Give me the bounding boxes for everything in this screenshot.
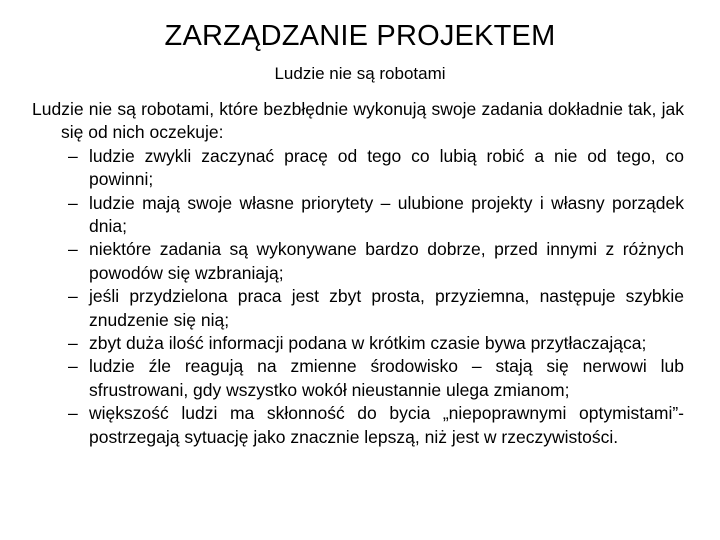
dash-bullet-icon: – [68, 403, 78, 424]
list-item [32, 355, 684, 402]
list-item-text: ludzie zwykli zaczynać pracę od tego co lubią robić a nie od tego, co powinni; [89, 145, 684, 190]
dash-bullet-icon: – [68, 192, 78, 213]
dash-bullet-icon: – [68, 145, 78, 166]
list-item-text: większość ludzi ma skłonność do bycia „niepoprawnymi optymistami”- postrzegają sytuację jako znacznie lepszą, niż jest w rzeczywistości. [89, 403, 684, 447]
list-item-text: ludzie mają swoje własne priorytety – ulubione projekty i własny porządek dnia; [89, 192, 684, 237]
bullet-list [32, 145, 684, 449]
dash-bullet-icon: – [68, 333, 78, 354]
slide-title: ZARZĄDZANIE PROJEKTEM [164, 20, 556, 52]
list-item [32, 192, 684, 239]
list-item [32, 145, 684, 192]
list-item [32, 238, 684, 285]
list-item [32, 332, 684, 355]
list-item-text: ludzie źle reagują na zmienne środowisko – stają się nerwowi lub sfrustrowani, gdy wszystko wokół nieustannie ulega zmianom; [89, 356, 684, 400]
intro-paragraph: Ludzie nie są robotami, które bezbłędnie wykonują swoje zadania dokładnie tak, jak się od nich oczekuje: [32, 99, 684, 143]
list-item-text: zbyt duża ilość informacji podana w krótkim czasie bywa przytłaczająca; [89, 333, 647, 354]
dash-bullet-icon: – [68, 239, 78, 260]
slide-content [32, 98, 684, 449]
list-item [32, 285, 684, 332]
dash-bullet-icon: – [68, 286, 78, 307]
dash-bullet-icon: – [68, 356, 78, 377]
slide-subtitle: Ludzie nie są robotami [274, 64, 446, 83]
list-item-text: jeśli przydzielona praca jest zbyt prosta, przyziemna, następuje szybkie znudzenie się nią; [89, 286, 684, 330]
list-item [32, 402, 684, 449]
list-item-text: niektóre zadania są wykonywane bardzo dobrze, przed innymi z różnych powodów się wzbraniają; [89, 239, 684, 283]
